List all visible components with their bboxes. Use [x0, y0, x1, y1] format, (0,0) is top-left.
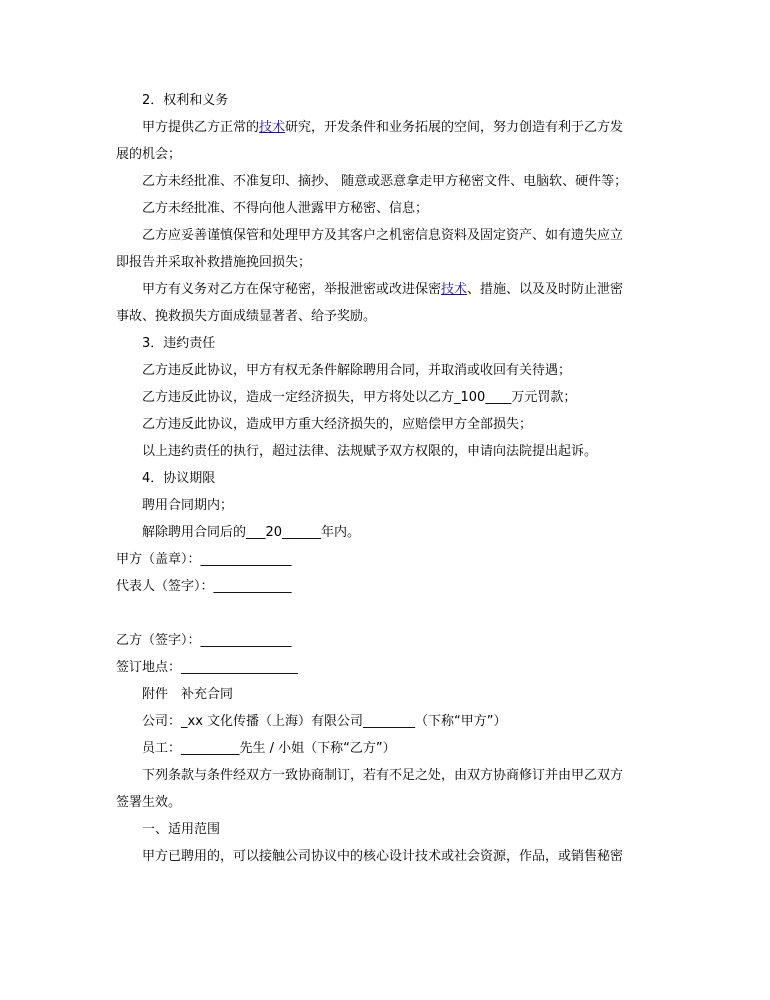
signature-representative: 代表人（签字）：____________: [116, 579, 292, 594]
paragraph: 乙方未经批准、不准复印、摘抄、 随意或恶意拿走甲方秘密文件、电脑软、硬件等；: [142, 174, 628, 189]
paragraph: 下列条款与条件经双方一致协商制订，若有不足之处，由双方协商修订并由甲乙双方: [142, 768, 624, 783]
paragraph: 聘用合同期内；: [142, 498, 234, 513]
paragraph: [116, 114, 646, 141]
paragraph: 甲方已聘用的，可以接触公司协议中的核心设计技术或社会资源，作品，或销售秘密: [142, 849, 624, 864]
paragraph: 以上违约责任的执行，超过法律、法规赋予双方权限的，申请向法院提出起诉。: [142, 444, 598, 459]
section-heading-scope: 一、适用范围: [142, 822, 221, 837]
text-span: 、措施、以及及时防止泄密: [467, 282, 624, 297]
paragraph: 乙方违反此协议，造成甲方重大经济损失的，应赔偿甲方全部损失；: [142, 417, 533, 432]
paragraph-continuation: 展的机会；: [116, 147, 182, 162]
link-technology[interactable]: 技术: [441, 282, 468, 297]
signing-place: 签订地点：__________________: [116, 660, 299, 675]
company-line: 公司：_xx 文化传播（上海）有限公司________（下称“甲方”）: [142, 714, 507, 729]
link-technology[interactable]: 技术: [259, 120, 286, 135]
paragraph: 乙方违反此协议，造成一定经济损失，甲方将处以乙方_100____万元罚款；: [142, 390, 577, 405]
employee-line: 员工：_________先生 / 小姐（下称“乙方”）: [142, 741, 396, 756]
paragraph: 乙方违反此协议，甲方有权无条件解除聘用合同，并取消或收回有关待遇；: [142, 363, 572, 378]
paragraph-continuation: 签署生效。: [116, 795, 182, 810]
paragraph: 乙方未经批准、不得向他人泄露甲方秘密、信息；: [142, 201, 429, 216]
paragraph: [116, 276, 646, 303]
spacer: [116, 600, 646, 627]
paragraph-continuation: 事故、挽救损失方面成绩显著者、给予奖励。: [116, 309, 377, 324]
text-span: 研究，开发条件和业务拓展的空间，努力创造有利于乙方发: [285, 120, 624, 135]
text-span: 甲方有义务对乙方在保守秘密，举报泄密或改进保密: [142, 282, 442, 297]
section-heading-term: 4．协议期限: [142, 471, 216, 486]
signature-party-b: 乙方（签字）：______________: [116, 633, 292, 648]
signature-party-a: 甲方（盖章）：______________: [116, 552, 292, 567]
text-span: 甲方提供乙方正常的: [142, 120, 260, 135]
section-heading-rights: 2．权利和义务: [142, 93, 229, 108]
document-body: [116, 87, 646, 870]
paragraph: 乙方应妥善谨慎保管和处理甲方及其客户之机密信息资料及固定资产、如有遗失应立: [142, 228, 624, 243]
paragraph: 解除聘用合同后的___20______年内。: [142, 525, 361, 540]
attachment-title: 附件 补充合同: [142, 687, 234, 702]
paragraph-continuation: 即报告并采取补救措施挽回损失；: [116, 255, 312, 270]
section-heading-breach: 3．违约责任: [142, 336, 216, 351]
